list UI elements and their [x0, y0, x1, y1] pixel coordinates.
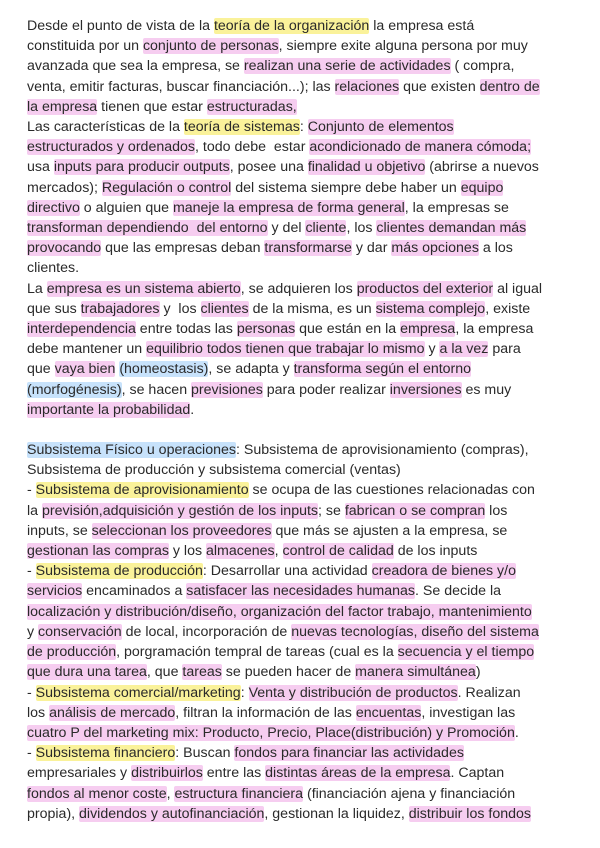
text-run: , investigan las [421, 704, 516, 721]
highlight-pink: finalidad u objetivo [307, 159, 426, 176]
text-line [27, 662, 579, 682]
text-run: : [240, 684, 249, 701]
text-run: del sistema siempre debe haber un [231, 179, 461, 196]
highlight-pink: provocando [27, 240, 102, 257]
text-line [27, 137, 579, 157]
text-run: avanzada que sea la empresa, se [27, 58, 244, 75]
text-run: : [299, 119, 308, 136]
text-run: que las empresas deban [101, 240, 265, 257]
text-run: , existe [485, 300, 531, 317]
text-line [27, 77, 579, 97]
text-run: - [27, 745, 36, 762]
text-run: inputs, se [27, 522, 92, 539]
highlight-pink: directivo [27, 199, 80, 216]
text-line [27, 339, 579, 359]
highlight-pink: previsiones [191, 381, 263, 398]
highlight-pink: acondicionado de manera cómoda; [309, 139, 532, 156]
highlight-pink: la empresa [27, 98, 98, 115]
text-run: mercados); [27, 179, 102, 196]
text-line [27, 763, 579, 783]
highlight-pink: cliente [305, 220, 347, 237]
highlight-pink: conjunto de personas [142, 38, 279, 55]
text-run: , [166, 785, 175, 802]
highlight-pink: distribuirlos [131, 765, 203, 782]
text-run: , que [146, 664, 183, 681]
text-run: ; se [318, 502, 345, 519]
highlight-blue: (homeostasis) [119, 361, 209, 378]
text-line [27, 622, 579, 642]
text-run: entre todas las [135, 321, 237, 338]
text-run: , la empresa [455, 321, 534, 338]
text-run: , los [346, 220, 377, 237]
text-run: entre las [202, 765, 266, 782]
text-run: . Realizan [457, 684, 521, 701]
highlight-pink: a la vez [439, 341, 489, 358]
text-run: los [485, 502, 508, 519]
highlight-pink: equilibrio todos tienen que trabajar lo mismo [146, 341, 425, 358]
text-run: - [27, 563, 36, 580]
text-run: Las características de la [27, 119, 184, 136]
text-line [27, 319, 579, 339]
highlight-yellow: teoría de sistemas [183, 119, 300, 136]
text-run: . Se decide la [415, 583, 501, 600]
highlight-pink: almacenes [206, 543, 275, 560]
text-line [27, 97, 579, 117]
text-run: , posee una [229, 159, 308, 176]
highlight-pink: dividendos y autofinanciación [79, 805, 265, 822]
highlight-pink: manera simultánea [355, 664, 476, 681]
text-line [27, 198, 579, 218]
text-run: , filtran la información de las [175, 704, 356, 721]
text-run: tienen que estar [97, 98, 207, 115]
text-line [27, 16, 579, 36]
text-run: , gestionan la liquidez, [264, 805, 409, 822]
document-body [27, 16, 579, 824]
text-run: (abrirse a nuevos [425, 159, 539, 176]
text-run: y dar [351, 240, 392, 257]
text-run: al igual [493, 280, 543, 297]
highlight-pink: sistema complejo [375, 300, 486, 317]
highlight-pink: maneje la empresa de forma general [172, 199, 405, 216]
text-run: : Buscan [175, 745, 235, 762]
highlight-pink: de producción [27, 644, 117, 661]
text-run: debe mantener un [27, 341, 147, 358]
text-run: , siempre exite alguna persona por muy [278, 38, 528, 55]
text-run: y [424, 341, 440, 358]
text-line [27, 400, 579, 420]
text-line [27, 723, 579, 743]
highlight-pink: cuatro P del marketing mix: Producto, Precio, Place(distribución) y Promoción [27, 724, 515, 741]
text-run: a los [478, 240, 513, 257]
highlight-pink: análisis de mercado [49, 704, 176, 721]
text-run: (financiación ajena y financiación [303, 785, 516, 802]
highlight-pink: equipo [460, 179, 504, 196]
text-line [27, 36, 579, 56]
text-run: la [27, 502, 42, 519]
text-run: encaminados a [82, 583, 187, 600]
text-run: de local, incorporación de [121, 623, 292, 640]
highlight-pink: secuencia y el tiempo [397, 644, 535, 661]
text-run: - [27, 684, 36, 701]
highlight-pink: creadora de bienes y/o [371, 563, 516, 580]
highlight-pink: Regulación o control [101, 179, 232, 196]
highlight-blue: (morfogénesis) [27, 381, 122, 398]
text-run: que sus [27, 300, 81, 317]
text-run: constituida por un [27, 38, 143, 55]
highlight-pink: más opciones [391, 240, 479, 257]
text-line [27, 238, 579, 258]
highlight-pink: empresa es un sistema abierto [46, 280, 241, 297]
text-run: , se adquieren los [240, 280, 357, 297]
highlight-pink: Venta y distribución de productos [248, 684, 458, 701]
text-line [27, 743, 579, 763]
text-line [27, 359, 579, 379]
text-run: , todo debe estar [195, 139, 310, 156]
highlight-pink: Conjunto de elementos [307, 119, 454, 136]
highlight-yellow: Subsistema comercial/marketing [35, 684, 241, 701]
text-line [27, 541, 579, 561]
text-run: venta, emitir facturas, buscar financiación...); las [27, 78, 335, 95]
text-run: o alguien que [79, 199, 173, 216]
text-line [27, 581, 579, 601]
text-run: se ocupa de las cuestiones relacionadas con [248, 482, 535, 499]
highlight-pink: seleccionan los proveedores [91, 522, 272, 539]
text-line [27, 683, 579, 703]
paragraph [27, 440, 579, 824]
text-line [27, 299, 579, 319]
text-line [27, 178, 579, 198]
highlight-pink: clientes [200, 300, 249, 317]
text-run: que están en la [295, 321, 401, 338]
text-run: clientes. [27, 260, 80, 277]
text-line [27, 521, 579, 541]
text-run: que [27, 361, 55, 378]
highlight-pink: tareas [182, 664, 222, 681]
text-run: de los inputs [393, 543, 478, 560]
text-run: La [27, 280, 47, 297]
highlight-pink: transforma según el entorno [293, 361, 472, 378]
text-line [27, 258, 579, 278]
text-line [27, 561, 579, 581]
highlight-pink: encuentas [355, 704, 422, 721]
text-run: Desde el punto de vista de la [27, 18, 214, 34]
text-line [27, 642, 579, 662]
text-run: ) [475, 664, 481, 681]
text-run: y [27, 623, 39, 640]
highlight-pink: nuevas tecnologías, diseño del sistema [291, 623, 539, 640]
highlight-pink: localización y distribución/diseño, organización del factor trabajo, mantenimiento [27, 603, 532, 620]
text-line [27, 157, 579, 177]
highlight-yellow: teoría de la organización [213, 18, 370, 34]
highlight-pink: importante la probabilidad [27, 401, 191, 418]
highlight-pink: estructura financiera [174, 785, 304, 802]
highlight-blue: Subsistema Físico u operaciones [27, 442, 236, 459]
text-run: - [27, 482, 36, 499]
text-run: . Captan [450, 765, 505, 782]
text-run: ( compra, [450, 58, 515, 75]
highlight-pink: estructuradas, [206, 98, 297, 115]
highlight-pink: transforman dependiendo del entorno [27, 220, 268, 237]
text-line [27, 804, 579, 824]
highlight-pink: distintas áreas de la empresa [265, 765, 451, 782]
highlight-pink: fondos para financiar las actividades [234, 745, 464, 762]
text-line [27, 117, 579, 137]
text-run: empresariales y [27, 765, 132, 782]
text-run: que más se ajusten a la empresa, se [271, 522, 508, 539]
paragraph [27, 16, 579, 420]
text-run: , porgramación tempral de tareas (cual es la [116, 644, 398, 661]
highlight-pink: satisfacer las necesidades humanas [186, 583, 416, 600]
text-run: . [514, 724, 519, 741]
text-line [27, 380, 579, 400]
highlight-pink: transformarse [264, 240, 352, 257]
highlight-pink: interdependencia [27, 321, 136, 338]
text-line [27, 480, 579, 500]
text-run: . [190, 401, 195, 418]
text-run: propia), [27, 805, 80, 822]
text-run: es muy [461, 381, 512, 398]
highlight-pink: previsión,adquisición y gestión de los inputs [41, 502, 319, 519]
highlight-pink: inversiones [389, 381, 462, 398]
highlight-yellow: Subsistema financiero [35, 745, 176, 762]
highlight-pink: distribuir los fondos [408, 805, 531, 822]
text-line [27, 218, 579, 238]
text-run: para [488, 341, 521, 358]
highlight-pink: estructurados y ordenados [27, 139, 195, 156]
text-run: usa [27, 159, 54, 176]
text-run: , [274, 543, 283, 560]
text-line [27, 602, 579, 622]
paragraph-gap [27, 420, 579, 440]
text-line [27, 784, 579, 804]
highlight-pink: inputs para producir outputs [53, 159, 230, 176]
text-run: la empresa está [369, 18, 475, 34]
text-run: se pueden hacer de [221, 664, 356, 681]
highlight-pink: servicios [27, 583, 83, 600]
text-run: , se adapta y [208, 361, 294, 378]
text-line [27, 279, 579, 299]
text-run: y los [168, 543, 207, 560]
text-run: para poder realizar [262, 381, 390, 398]
text-line [27, 460, 579, 480]
text-run: que existen [399, 78, 480, 95]
highlight-pink: fondos al menor coste [27, 785, 167, 802]
highlight-pink: relaciones [334, 78, 400, 95]
highlight-pink: conservación [38, 623, 122, 640]
highlight-pink: que dura una tarea [27, 664, 147, 681]
highlight-pink: control de calidad [282, 543, 394, 560]
text-line [27, 501, 579, 521]
highlight-pink: personas [236, 321, 296, 338]
text-run: Subsistema de producción y subsistema comercial (ventas) [27, 462, 401, 479]
text-run: , la empresas se [404, 199, 509, 216]
highlight-pink: gestionan las compras [27, 543, 169, 560]
highlight-pink: productos del exterior [356, 280, 494, 297]
text-run: : Desarrollar una actividad [202, 563, 372, 580]
highlight-pink: clientes demandan más [376, 220, 527, 237]
highlight-yellow: Subsistema de aprovisionamiento [35, 482, 249, 499]
text-line [27, 703, 579, 723]
highlight-pink: empresa [400, 321, 456, 338]
highlight-pink: dentro de [479, 78, 540, 95]
text-run: los [27, 704, 50, 721]
text-line [27, 440, 579, 460]
highlight-pink: realizan una serie de actividades [243, 58, 451, 75]
highlight-yellow: Subsistema de producción [35, 563, 203, 580]
text-run: , se hacen [121, 381, 192, 398]
highlight-pink: fabrican o se compran [344, 502, 486, 519]
text-run: y los [159, 300, 201, 317]
highlight-pink: vaya bien [54, 361, 116, 378]
text-run: y del [267, 220, 306, 237]
text-run: : Subsistema de aprovisionamiento (compras), [235, 442, 529, 459]
text-run: de la misma, es un [248, 300, 376, 317]
text-line [27, 56, 579, 76]
highlight-pink: trabajadores [80, 300, 160, 317]
